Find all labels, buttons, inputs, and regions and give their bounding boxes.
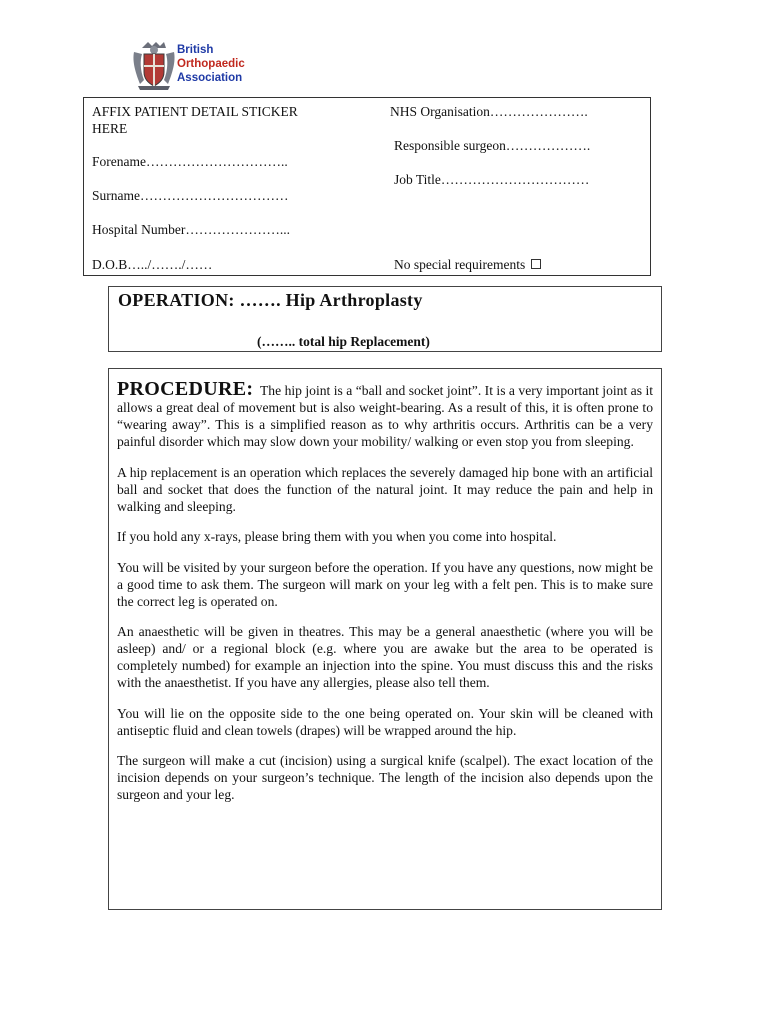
procedure-paragraph: You will be visited by your surgeon before the operation. If you have any questions, now might be a good time to ask them. The surgeon will mark on your leg with a felt pen. This is to make sure the correct leg is operated on.: [117, 559, 653, 609]
special-requirements: [394, 257, 541, 273]
procedure-paragraph: An anaesthetic will be given in theatres. This may be a general anaesthetic (where you will be asleep) and/ or a regional block (e.g. where you are awake but the area to be operated is completely numbed) for example an injection into the spine. You must discuss this and the risks with the anaesthetist. If you have any allergies, please also tell them.: [117, 624, 653, 690]
boa-logo: [130, 40, 250, 92]
coat-of-arms-icon: [130, 40, 178, 92]
surname-field[interactable]: Surname……………………………: [92, 188, 289, 203]
sticker-instruction: AFFIX PATIENT DETAIL STICKER: [92, 104, 298, 119]
procedure-paragraph: You will lie on the opposite side to the one being operated on. Your skin will be cleaned with antiseptic fluid and clean towels (drapes) will be wrapped around the hip.: [117, 705, 653, 738]
logo-text: [177, 43, 245, 85]
sticker-instruction-cont: HERE: [92, 121, 128, 136]
procedure-intro-paragraph: [117, 378, 653, 450]
special-requirements-checkbox[interactable]: [531, 259, 541, 269]
operation-title: OPERATION: ……. Hip Arthroplasty: [118, 290, 423, 310]
responsible-surgeon-field[interactable]: Responsible surgeon……………….: [394, 138, 591, 153]
logo-word-association: Association: [177, 72, 243, 84]
procedure-paragraph: A hip replacement is an operation which replaces the severely damaged hip bone with an artificial ball and socket that does the function of the natural joint. It may reduce the pain and help in walking and sleeping.: [117, 464, 653, 514]
procedure-box: [108, 368, 662, 910]
operation-subtitle: (…….. total hip Replacement): [257, 334, 430, 349]
procedure-heading: PROCEDURE:: [117, 378, 254, 400]
hospital-number-field[interactable]: Hospital Number…………………...: [92, 222, 290, 237]
procedure-paragraph: The surgeon will make a cut (incision) using a surgical knife (scalpel). The exact location of the incision depends on your surgeon’s technique. The length of the incision also depends upon the surgeon and your leg.: [117, 753, 653, 802]
job-title-field[interactable]: Job Title……………………………: [394, 172, 590, 187]
operation-box: [108, 286, 662, 352]
special-requirements-label: No special requirements: [394, 257, 526, 272]
logo-word-orthopaedic: Orthopaedic: [177, 58, 245, 70]
dob-field[interactable]: D.O.B…../……./……: [92, 257, 213, 272]
patient-details-box: [83, 97, 651, 276]
procedure-intro-text: The hip joint is a “ball and socket joint”. It is a very important joint as it allows a great deal of movement but is also weight-bearing. As a result of this, it is often prone to “wearing away”. This is a simplified reason as to why arthritis occurs. Arthritis can be a very painful disorder which may slow down your mobility/ walking or even stop you from sleeping.: [117, 383, 653, 449]
nhs-organisation-field[interactable]: NHS Organisation………………….: [390, 104, 588, 119]
logo-word-british: British: [177, 44, 214, 56]
forename-field[interactable]: Forename…………………………..: [92, 154, 288, 169]
procedure-paragraph: If you hold any x-rays, please bring them with you when you come into hospital.: [117, 529, 557, 544]
